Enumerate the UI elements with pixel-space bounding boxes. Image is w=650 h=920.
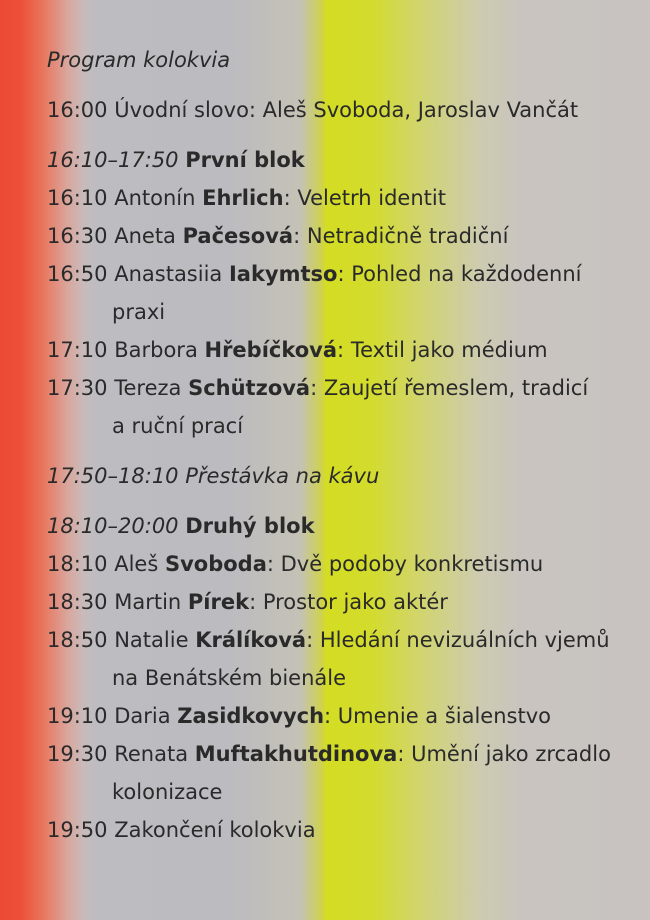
talk-title: Umenie a šialenstvo bbox=[337, 704, 551, 728]
speaker-last-name: Schützová bbox=[188, 376, 311, 400]
coffee-break-row bbox=[47, 462, 637, 490]
talk-title-line2: a ruční prací bbox=[112, 414, 244, 438]
talk-row: 16:50 Anastasiia Iakymtso: Pohled na každodenní bbox=[47, 262, 582, 286]
speaker-first-name: Tereza bbox=[114, 376, 182, 400]
talk-time: 18:10 bbox=[47, 552, 108, 576]
speaker-last-name: Hřebíčková bbox=[204, 338, 338, 362]
talk-title: Pohled na každodenní bbox=[351, 262, 582, 286]
talk-time: 19:10 bbox=[47, 704, 108, 728]
talk-row: 19:10 Daria Zasidkovych: Umenie a šialenstvo bbox=[47, 704, 551, 728]
speaker-first-name: Natalie bbox=[114, 628, 189, 652]
talk-row: 18:30 Martin Pírek: Prostor jako aktér bbox=[47, 590, 448, 614]
speaker-first-name: Martin bbox=[114, 590, 182, 614]
speaker-first-name: Anastasiia bbox=[114, 262, 223, 286]
closing-time: 19:50 bbox=[47, 818, 108, 842]
block1-heading bbox=[47, 146, 637, 174]
talk-row: 19:30 Renata Muftakhutdinova: Umění jako zrcadlo bbox=[47, 742, 611, 766]
talk-title: Prostor jako aktér bbox=[262, 590, 448, 614]
speaker-first-name: Daria bbox=[114, 704, 171, 728]
talk-title: Netradičně tradiční bbox=[306, 224, 509, 248]
speaker-last-name: Pírek bbox=[187, 590, 250, 614]
talk-title: Umění jako zrcadlo bbox=[411, 742, 611, 766]
talk-title-continuation bbox=[112, 664, 650, 692]
speaker-first-name: Aleš bbox=[114, 552, 159, 576]
speaker-first-name: Aneta bbox=[114, 224, 176, 248]
talk-title: Veletrh identit bbox=[297, 186, 446, 210]
break-range: 17:50–18:10 bbox=[47, 464, 179, 488]
speaker-last-name: Zasidkovych bbox=[177, 704, 325, 728]
speaker-last-name: Králíková bbox=[195, 628, 307, 652]
heading-text: Program kolokvia bbox=[47, 48, 231, 72]
closing-row bbox=[47, 816, 637, 844]
talk-row: 17:30 Tereza Schützová: Zaujetí řemeslem, tradicí bbox=[47, 376, 589, 400]
talk-title: Textil jako médium bbox=[350, 338, 548, 362]
talk-time: 16:30 bbox=[47, 224, 108, 248]
opening-text: Úvodní slovo: Aleš Svoboda, Jaroslav Vančát bbox=[114, 98, 579, 122]
talk-time: 16:10 bbox=[47, 186, 108, 210]
speaker-first-name: Antonín bbox=[114, 186, 196, 210]
talk-title-continuation bbox=[112, 412, 650, 440]
talk-title-line2: praxi bbox=[112, 300, 166, 324]
talk-title: Hledání nevizuálních vjemů bbox=[319, 628, 610, 652]
block1-title: První blok bbox=[185, 148, 305, 172]
talk-time: 17:30 bbox=[47, 376, 108, 400]
speaker-first-name: Barbora bbox=[114, 338, 198, 362]
block1-range: 16:10–17:50 bbox=[47, 148, 179, 172]
talk-time: 18:30 bbox=[47, 590, 108, 614]
talk-row: 17:10 Barbora Hřebíčková: Textil jako médium bbox=[47, 338, 548, 362]
speaker-first-name: Renata bbox=[114, 742, 189, 766]
speaker-last-name: Svoboda bbox=[164, 552, 267, 576]
talk-row: 16:30 Aneta Pačesová: Netradičně tradiční bbox=[47, 224, 509, 248]
talk-title-continuation bbox=[112, 778, 650, 806]
speaker-last-name: Pačesová bbox=[182, 224, 294, 248]
talk-row: 16:10 Antonín Ehrlich: Veletrh identit bbox=[47, 186, 446, 210]
block2-title: Druhý blok bbox=[185, 514, 315, 538]
closing-text: Zakončení kolokvia bbox=[114, 818, 316, 842]
speaker-last-name: Iakymtso bbox=[228, 262, 338, 286]
talk-time: 18:50 bbox=[47, 628, 108, 652]
talk-time: 19:30 bbox=[47, 742, 108, 766]
opening-time: 16:00 bbox=[47, 98, 108, 122]
opening-row bbox=[47, 96, 637, 124]
break-text: Přestávka na kávu bbox=[185, 464, 380, 488]
block2-heading bbox=[47, 512, 637, 540]
talk-time: 17:10 bbox=[47, 338, 108, 362]
program-heading bbox=[47, 46, 637, 74]
talk-title: Dvě podoby konkretismu bbox=[280, 552, 544, 576]
talk-title-line2: kolonizace bbox=[112, 780, 223, 804]
speaker-last-name: Muftakhutdinova bbox=[194, 742, 398, 766]
talk-title: Zaujetí řemeslem, tradicí bbox=[323, 376, 589, 400]
talk-time: 16:50 bbox=[47, 262, 108, 286]
speaker-last-name: Ehrlich bbox=[202, 186, 284, 210]
block2-range: 18:10–20:00 bbox=[47, 514, 179, 538]
talk-row: 18:50 Natalie Králíková: Hledání nevizuálních vjemů bbox=[47, 628, 610, 652]
talk-row: 18:10 Aleš Svoboda: Dvě podoby konkretismu bbox=[47, 552, 544, 576]
talk-title-continuation bbox=[112, 298, 650, 326]
talk-title-line2: na Benátském bienále bbox=[112, 666, 347, 690]
